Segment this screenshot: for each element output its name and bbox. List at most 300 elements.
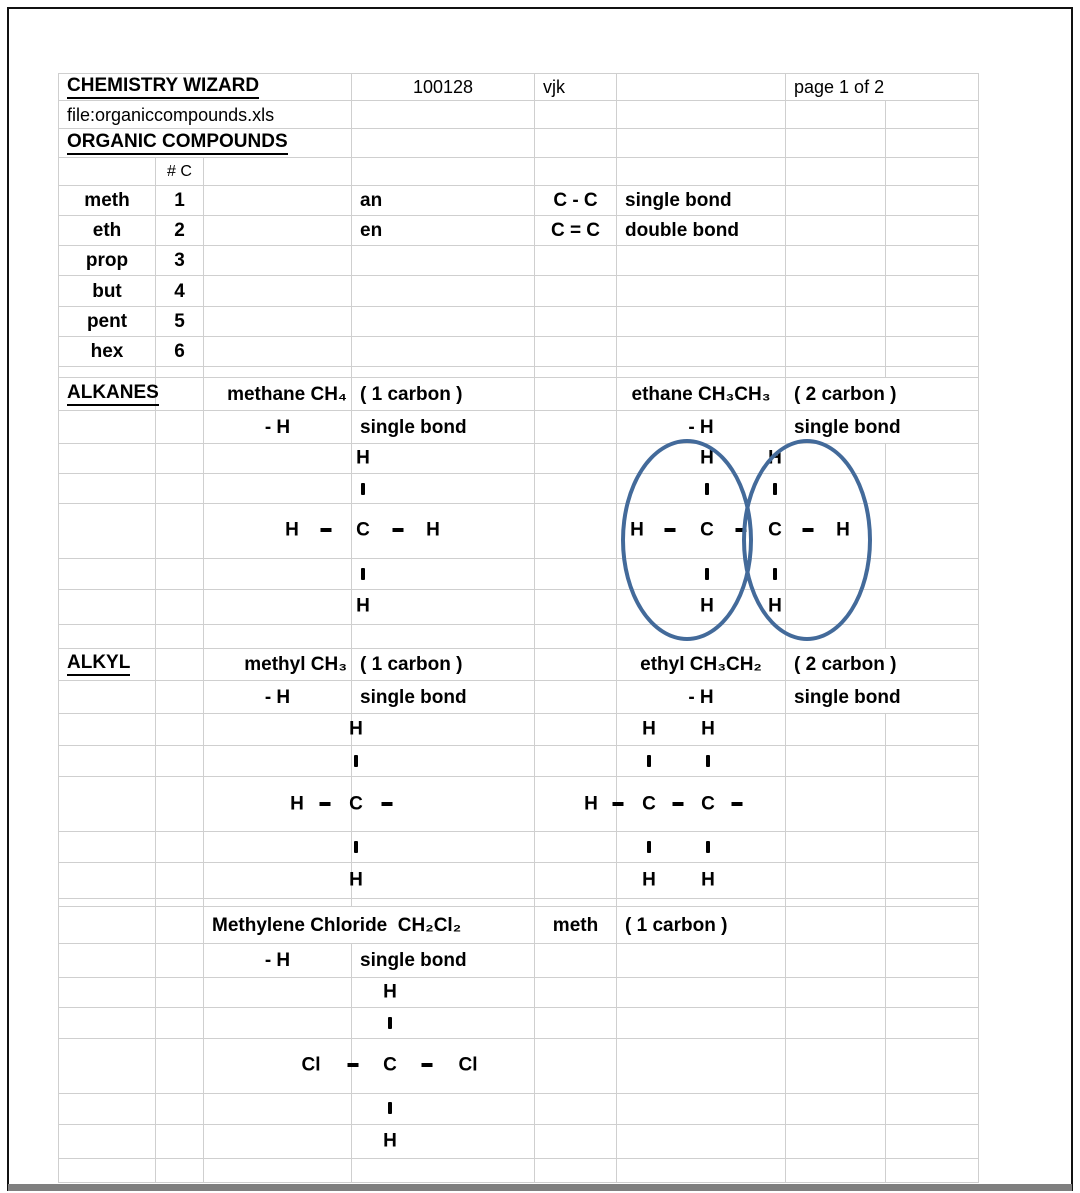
methane-carbon-count-text: ( 1 carbon ) [360,383,463,405]
empty-cell [59,832,156,863]
atom-carbon: C [700,519,714,541]
sheet-row [59,411,979,444]
empty-cell [786,907,886,944]
ethane-name-text: ethane CH₃CH₃ [631,383,771,405]
empty-cell [786,474,886,504]
empty-cell [886,1094,979,1125]
empty-cell [535,101,617,129]
double-bond-formula-text: C = C [550,220,601,241]
col-header-carbon-count-text: # C [167,162,192,180]
empty-cell [786,1094,886,1125]
sheet-row [59,944,979,978]
empty-cell [535,559,617,590]
methylene-chloride-name-cell [204,907,535,944]
sheet-row [59,367,979,378]
double-bond-formula-cell [535,216,617,246]
empty-cell [156,978,204,1008]
carbons-pent-text: 5 [174,311,185,332]
empty-cell [886,907,979,944]
methylene-chloride-prefix-cell [535,907,617,944]
atom-hydrogen: H [700,447,714,469]
empty-cell [204,590,352,625]
methylene-chloride-bond-type-cell [352,944,535,978]
sheet-row [59,978,979,1008]
empty-cell [535,777,617,832]
empty-cell [617,590,786,625]
sheet-row [59,378,979,411]
empty-cell [617,978,786,1008]
empty-cell [886,714,979,746]
section-alkyl-cell [59,649,156,681]
empty-cell [59,1125,156,1159]
empty-cell [352,863,535,899]
methylene-chloride-minus-h-text: - H [264,950,291,971]
empty-cell [786,246,886,276]
empty-cell [786,590,886,625]
methyl-minus-h-cell [204,681,352,714]
empty-cell [156,649,204,681]
atom-hydrogen: H [426,519,440,541]
atom-hydrogen: H [630,519,644,541]
empty-cell [886,307,979,337]
atom-hydrogen: H [642,718,656,740]
empty-cell [886,1039,979,1094]
empty-cell [59,863,156,899]
empty-cell [59,559,156,590]
empty-cell [156,474,204,504]
single-bond-formula-text: C - C [553,190,598,211]
empty-cell [204,246,352,276]
section-alkyl-text: ALKYL [67,653,130,676]
empty-cell [352,337,535,367]
empty-cell [535,681,617,714]
empty-cell [352,559,535,590]
doc-number-cell [352,74,535,101]
empty-cell [786,978,886,1008]
empty-cell [156,777,204,832]
empty-cell [786,559,886,590]
empty-cell [535,625,617,649]
page-indicator-text: page 1 of 2 [794,77,885,97]
empty-cell [617,246,786,276]
empty-cell [786,504,886,559]
empty-cell [204,863,352,899]
sheet-row [59,863,979,899]
empty-cell [204,899,352,907]
empty-cell [886,590,979,625]
carbons-pent-cell [156,307,204,337]
section-organic-compounds-text: ORGANIC COMPOUNDS [67,132,288,155]
empty-cell [204,625,352,649]
empty-cell [156,714,204,746]
empty-cell [535,649,617,681]
atom-hydrogen: H [349,718,363,740]
suffix-en-text: en [360,220,383,241]
empty-cell [156,411,204,444]
empty-cell [617,746,786,777]
methane-minus-h-cell [204,411,352,444]
empty-cell [886,367,979,378]
empty-cell [352,101,535,129]
sheet-row [59,714,979,746]
empty-cell [886,978,979,1008]
empty-cell [535,1094,617,1125]
empty-cell [786,777,886,832]
empty-cell [204,186,352,216]
empty-cell [156,504,204,559]
empty-cell [204,559,352,590]
empty-cell [204,276,352,307]
atom-carbon: C [701,793,715,815]
empty-cell [59,746,156,777]
empty-cell [617,559,786,590]
empty-cell [535,746,617,777]
empty-cell [617,899,786,907]
prefix-pent-cell [59,307,156,337]
sheet-row [59,832,979,863]
sheet-row [59,101,979,129]
empty-cell [535,1008,617,1039]
atom-hydrogen: H [836,519,850,541]
section-organic-compounds-cell [59,129,352,158]
empty-cell [886,832,979,863]
empty-cell [204,474,352,504]
atom-carbon: C [349,793,363,815]
empty-cell [786,367,886,378]
empty-cell [786,216,886,246]
empty-cell [204,746,352,777]
carbons-prop-cell [156,246,204,276]
empty-cell [786,1125,886,1159]
sheet-row [59,186,979,216]
bottom-scrollbar[interactable] [8,1184,1072,1191]
methylene-chloride-carbon-count-text: ( 1 carbon ) [625,914,728,936]
sheet-row [59,474,979,504]
empty-cell [352,899,535,907]
empty-cell [786,129,886,158]
empty-cell [886,559,979,590]
empty-cell [352,1039,535,1094]
sheet-row [59,1159,979,1183]
empty-cell [786,1039,886,1094]
methylene-chloride-name-text: Methylene Chloride CH₂Cl₂ [212,914,462,936]
empty-cell [59,590,156,625]
methyl-carbon-count-cell [352,649,535,681]
empty-cell [535,944,617,978]
empty-cell [535,899,617,907]
empty-cell [535,367,617,378]
empty-cell [156,1008,204,1039]
empty-cell [886,216,979,246]
ethane-name-cell [617,378,786,411]
empty-cell [617,337,786,367]
empty-cell [59,1039,156,1094]
empty-cell [617,504,786,559]
empty-cell [156,1125,204,1159]
empty-cell [156,559,204,590]
section-alkanes-text: ALKANES [67,383,159,406]
carbons-prop-text: 3 [174,250,185,271]
empty-cell [156,863,204,899]
empty-cell [786,832,886,863]
empty-cell [156,1039,204,1094]
carbons-meth-cell [156,186,204,216]
empty-cell [786,944,886,978]
suffix-en-cell [352,216,535,246]
ethyl-carbon-count-text: ( 2 carbon ) [794,654,897,675]
empty-cell [886,276,979,307]
empty-cell [156,907,204,944]
empty-cell [886,158,979,186]
prefix-hex-cell [59,337,156,367]
empty-cell [535,863,617,899]
sheet-row [59,504,979,559]
empty-cell [352,504,535,559]
sheet-row [59,1125,979,1159]
sheet-row [59,307,979,337]
empty-cell [886,863,979,899]
empty-cell [352,978,535,1008]
methylene-chloride-minus-h-cell [204,944,352,978]
empty-cell [59,899,156,907]
sheet-row [59,907,979,944]
col-header-carbon-count-cell [156,158,204,186]
sheet-row [59,681,979,714]
ethyl-bond-type-cell [786,681,979,714]
prefix-meth-text: meth [84,190,130,211]
empty-cell [59,907,156,944]
empty-cell [59,158,156,186]
empty-cell [156,444,204,474]
empty-cell [59,944,156,978]
suffix-an-cell [352,186,535,216]
empty-cell [617,74,786,101]
empty-cell [59,504,156,559]
carbons-eth-text: 2 [174,220,185,241]
empty-cell [352,746,535,777]
empty-cell [352,625,535,649]
empty-cell [886,899,979,907]
atom-hydrogen: H [701,869,715,891]
empty-cell [617,832,786,863]
double-bond-label-text: double bond [625,220,739,241]
ethane-bond-type-text: single bond [794,416,901,438]
empty-cell [352,474,535,504]
prefix-prop-cell [59,246,156,276]
empty-cell [786,307,886,337]
carbons-but-text: 4 [174,280,185,302]
empty-cell [352,1094,535,1125]
carbons-eth-cell [156,216,204,246]
methyl-bond-type-text: single bond [360,686,467,708]
empty-cell [786,714,886,746]
methylene-chloride-carbon-count-cell [617,907,786,944]
sheet-row [59,246,979,276]
empty-cell [59,681,156,714]
empty-cell [617,367,786,378]
ethyl-minus-h-text: - H [688,686,714,708]
atom-carbon: C [383,1054,397,1076]
sheet-row [59,746,979,777]
empty-cell [535,307,617,337]
empty-cell [352,129,535,158]
empty-cell [617,1159,786,1183]
empty-cell [204,777,352,832]
empty-cell [886,1159,979,1183]
empty-cell [617,444,786,474]
sheet-row [59,899,979,907]
empty-cell [59,411,156,444]
empty-cell [617,1039,786,1094]
ethane-carbon-count-text: ( 2 carbon ) [794,383,897,405]
empty-cell [786,1008,886,1039]
prefix-but-cell [59,276,156,307]
empty-cell [886,1125,979,1159]
doc-number-text: 100128 [412,77,474,97]
atom-hydrogen: H [700,595,714,617]
single-bond-formula-cell [535,186,617,216]
empty-cell [535,1125,617,1159]
sheet-title-text: CHEMISTRY WIZARD [67,76,259,99]
file-path-cell [59,101,352,129]
empty-cell [204,1125,352,1159]
empty-cell [886,746,979,777]
suffix-an-text: an [360,190,383,211]
atom-hydrogen: H [356,595,370,617]
empty-cell [59,367,156,378]
empty-cell [535,337,617,367]
ethane-minus-h-text: - H [688,416,714,438]
ethyl-bond-type-text: single bond [794,686,901,708]
empty-cell [352,444,535,474]
ethyl-name-text: ethyl CH₃CH₂ [640,654,762,675]
atom-carbon: C [642,793,656,815]
atom-hydrogen: H [383,981,397,1003]
ethyl-minus-h-cell [617,681,786,714]
empty-cell [204,444,352,474]
empty-cell [617,158,786,186]
empty-cell [617,1125,786,1159]
atom-hydrogen: H [701,718,715,740]
prefix-pent-text: pent [86,311,128,332]
empty-cell [617,777,786,832]
ethyl-carbon-count-cell [786,649,979,681]
empty-cell [786,337,886,367]
empty-cell [352,832,535,863]
sheet-row [59,216,979,246]
empty-cell [352,714,535,746]
empty-cell [59,777,156,832]
prefix-but-text: but [92,280,122,302]
atom-hydrogen: H [290,793,304,815]
empty-cell [352,307,535,337]
author-initials-cell [535,74,617,101]
sheet [58,73,979,1183]
methyl-name-cell [204,649,352,681]
empty-cell [617,276,786,307]
empty-cell [204,504,352,559]
single-bond-label-cell [617,186,786,216]
prefix-hex-text: hex [90,341,124,362]
empty-cell [352,246,535,276]
single-bond-label-text: single bond [625,190,732,211]
empty-cell [535,411,617,444]
page-indicator-cell [786,74,979,101]
atom-hydrogen: H [768,595,782,617]
ethane-carbon-count-cell [786,378,979,411]
carbons-meth-text: 1 [174,190,185,211]
atom-hydrogen: H [584,793,598,815]
sheet-row [59,1039,979,1094]
empty-cell [886,101,979,129]
empty-cell [59,444,156,474]
ethane-minus-h-cell [617,411,786,444]
prefix-meth-cell [59,186,156,216]
atom-chlorine: Cl [301,1054,321,1076]
sheet-row [59,158,979,186]
sheet-row [59,559,979,590]
methylene-chloride-prefix-text: meth [552,914,599,936]
empty-cell [535,246,617,276]
empty-cell [886,625,979,649]
empty-cell [156,746,204,777]
ethane-bond-type-cell [786,411,979,444]
methyl-minus-h-text: - H [264,686,291,708]
empty-cell [535,276,617,307]
atom-hydrogen: H [356,447,370,469]
empty-cell [617,863,786,899]
methyl-name-text: methyl CH₃ [244,654,347,675]
carbons-hex-cell [156,337,204,367]
empty-cell [786,625,886,649]
empty-cell [786,1159,886,1183]
empty-cell [156,832,204,863]
sheet-row [59,1094,979,1125]
empty-cell [59,1159,156,1183]
methane-name-text: methane CH₄ [227,383,347,405]
empty-cell [535,129,617,158]
empty-cell [886,186,979,216]
empty-cell [156,625,204,649]
empty-cell [352,1125,535,1159]
empty-cell [156,899,204,907]
ethyl-name-cell [617,649,786,681]
empty-cell [156,1159,204,1183]
empty-cell [204,714,352,746]
empty-cell [204,1039,352,1094]
methane-bond-type-text: single bond [360,416,467,438]
empty-cell [535,378,617,411]
empty-cell [886,246,979,276]
empty-cell [204,158,352,186]
empty-cell [204,1159,352,1183]
empty-cell [156,944,204,978]
atom-hydrogen: H [642,869,656,891]
sheet-row [59,444,979,474]
double-bond-label-cell [617,216,786,246]
carbons-hex-text: 6 [174,341,185,362]
empty-cell [204,307,352,337]
empty-cell [59,714,156,746]
methyl-carbon-count-text: ( 1 carbon ) [360,654,463,675]
sheet-row [59,276,979,307]
empty-cell [352,158,535,186]
empty-cell [204,1094,352,1125]
empty-cell [535,1159,617,1183]
empty-cell [204,337,352,367]
atom-hydrogen: H [383,1130,397,1152]
methane-bond-type-cell [352,411,535,444]
